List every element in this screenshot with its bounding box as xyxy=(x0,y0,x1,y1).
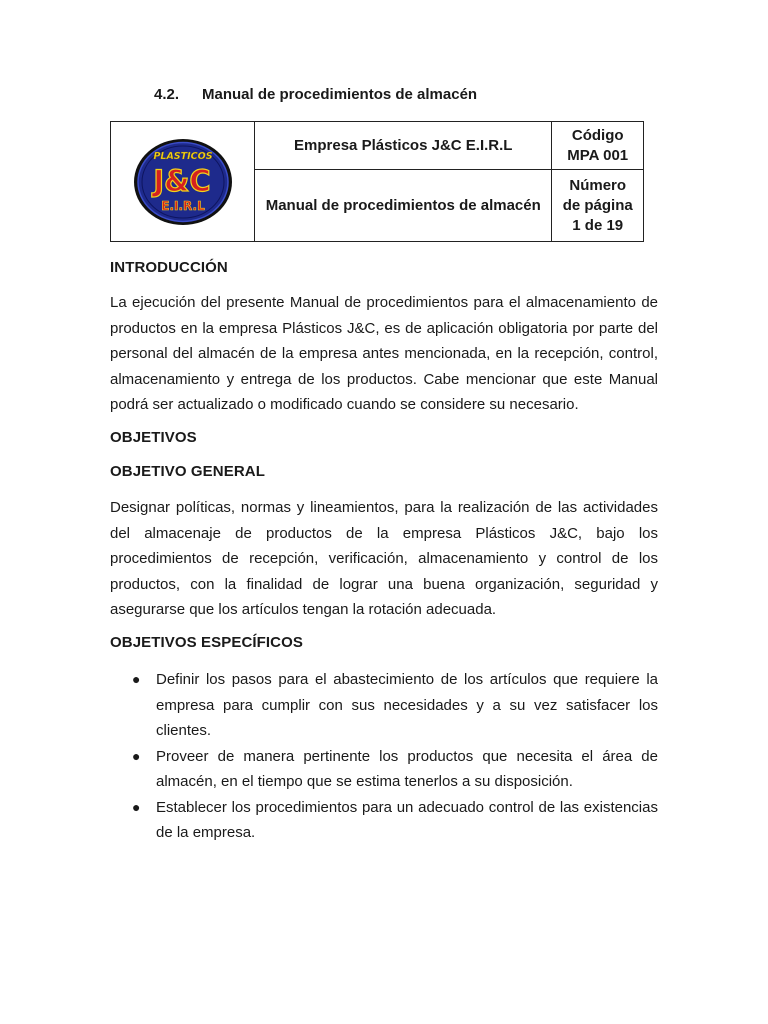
introduction-body xyxy=(110,290,658,418)
doc-title-cell xyxy=(255,170,552,242)
general-objective-heading: OBJETIVO GENERAL xyxy=(110,463,265,480)
page-value: 1 de 19 xyxy=(572,216,624,234)
specific-objectives-list xyxy=(110,667,658,846)
bullet-icon: ● xyxy=(132,747,141,764)
list-item xyxy=(110,795,658,846)
company-name-cell xyxy=(255,122,552,170)
introduction-heading: INTRODUCCIÓN xyxy=(110,259,228,276)
document-header-table xyxy=(110,121,644,242)
list-item-text: Proveer de manera pertinente los productos que necesita el área de almacén, en el tiempo que se estima tenerlos a su disposición. xyxy=(156,747,658,790)
section-title: Manual de procedimientos de almacén xyxy=(202,86,478,103)
page-label-line-2: de página xyxy=(562,196,633,214)
logo-bottom-text: E.I.R.L xyxy=(160,198,205,213)
company-logo xyxy=(133,138,233,226)
code-cell xyxy=(552,122,644,170)
list-item xyxy=(110,744,658,795)
objectives-heading: OBJETIVOS xyxy=(110,429,197,446)
page-number-cell xyxy=(552,170,644,242)
code-label: Código xyxy=(571,126,624,144)
list-item-text: Establecer los procedimientos para un adecuado control de las existencias de la empresa. xyxy=(156,798,658,841)
introduction-text: La ejecución del presente Manual de procedimientos para el almacenamiento de productos en la empresa Plásticos J&C, es de aplicación obligatoria por parte del personal del almacén de la empresa antes mencionada, en la recepción, control, almacenamiento y entrega de los productos. Cabe mencionar que este Manual podrá ser actualizado o modificado cuando se considere su necesario. xyxy=(110,294,658,413)
doc-title: Manual de procedimientos de almacén xyxy=(265,196,541,214)
logo-main-text: J&C xyxy=(152,163,211,198)
specific-objectives-heading: OBJETIVOS ESPECÍFICOS xyxy=(110,634,303,651)
bullet-icon: ● xyxy=(132,671,141,687)
general-objective-body xyxy=(110,495,658,623)
logo-top-text: PLASTICOS xyxy=(152,150,213,162)
code-value: MPA 001 xyxy=(567,146,629,164)
section-number: 4.2. xyxy=(154,86,180,103)
page-label-line-1: Número xyxy=(569,176,627,194)
logo-cell xyxy=(111,122,255,242)
section-heading xyxy=(154,86,477,103)
list-item xyxy=(110,667,658,744)
general-objective-text: Designar políticas, normas y lineamientos, para la realización de las actividades del almacenaje de productos de la empresa Plásticos J&C, bajo los procedimientos de recepción, verificación, almacenamiento y control de los productos, con la finalidad de lograr una buena organización, seguridad y asegurarse que los artículos tengan la rotación adecuada. xyxy=(110,499,658,618)
company-name: Empresa Plásticos J&C E.I.R.L xyxy=(294,136,513,154)
list-item-text: Definir los pasos para el abastecimiento de los artículos que requiere la empresa para cumplir con sus necesidades y a su vez satisfacer los clientes. xyxy=(156,671,658,739)
bullet-icon: ● xyxy=(132,798,141,815)
